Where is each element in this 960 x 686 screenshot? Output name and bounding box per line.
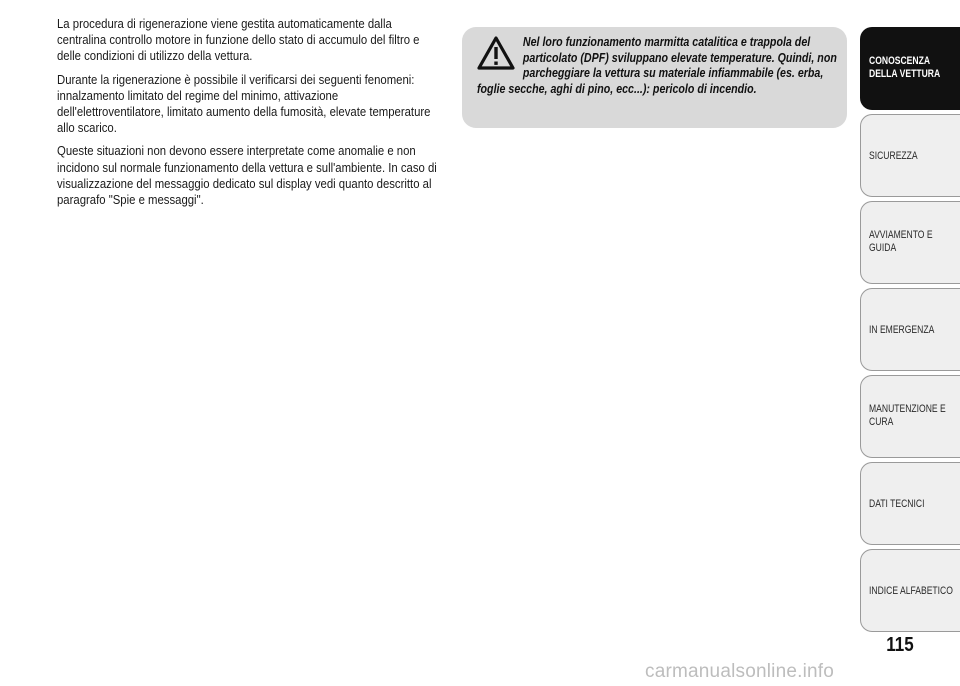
paragraph-regeneration-effects: Durante la rigenerazione è possibile il verificarsi dei seguenti fenomeni: innalzamento limitato del regime del minimo, attivazione dell'elettroventilatore, limitato aumento della fumosità, elevate temperature allo scarico. — [57, 71, 431, 136]
warning-text — [477, 34, 846, 96]
tab-label: SICUREZZA — [869, 150, 918, 162]
tab-label: INDICE ALFABETICO — [869, 585, 953, 597]
tab-label: CONOSCENZA DELLA VETTURA — [869, 55, 941, 80]
warning-message: Nel loro funzionamento marmitta catalitica e trappola del particolato (DPF) sviluppano elevate temperature. Quindi, non parcheggiare la vettura su materiale infiammabile (es. erba, foglie secche, aghi di pino, ecc...): pericolo di incendio. — [477, 34, 837, 96]
body-text-column — [57, 16, 437, 215]
tab-sicurezza[interactable] — [860, 114, 960, 197]
tab-conoscenza-della-vettura[interactable] — [860, 27, 960, 110]
tab-label: DATI TECNICI — [869, 498, 925, 510]
watermark: carmanualsonline.info — [645, 661, 835, 682]
tab-manutenzione-e-cura[interactable] — [860, 375, 960, 458]
tab-avviamento-e-guida[interactable] — [860, 201, 960, 284]
paragraph-not-anomalies: Queste situazioni non devono essere interpretate come anomalie e non incidono sul normale funzionamento della vettura e sull'ambiente. In caso di visualizzazione del messaggio dedicato sul display vedi quanto descritto al paragrafo "Spie e messaggi". — [57, 143, 437, 208]
tab-indice-alfabetico[interactable] — [860, 549, 960, 632]
tab-label: IN EMERGENZA — [869, 324, 935, 336]
tab-label: MANUTENZIONE E CURA — [869, 403, 946, 428]
tab-in-emergenza[interactable] — [860, 288, 960, 371]
page-number: 115 — [886, 634, 914, 656]
tab-dati-tecnici[interactable] — [860, 462, 960, 545]
tab-label: AVVIAMENTO E GUIDA — [869, 229, 933, 254]
paragraph-regeneration-procedure: La procedura di rigenerazione viene gestita automaticamente dalla centralina controllo motore in funzione dello stato di accumulo del filtro e delle condizioni di utilizzo della vettura. — [57, 16, 420, 64]
warning-box — [462, 27, 847, 128]
